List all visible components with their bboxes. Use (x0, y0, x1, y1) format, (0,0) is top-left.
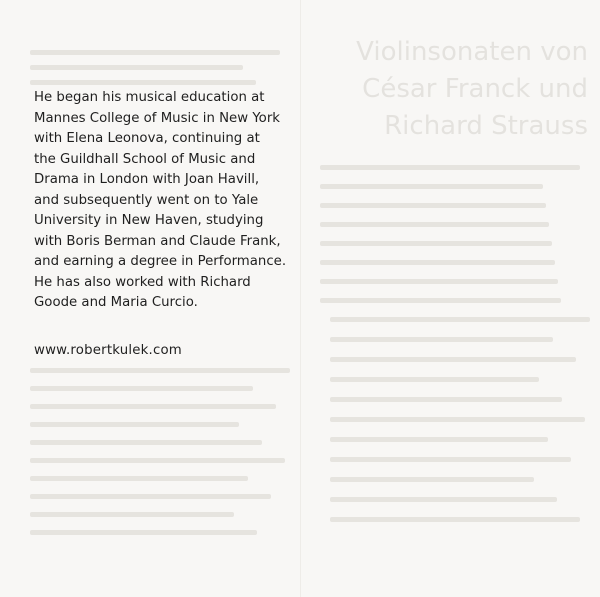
show-through-title-line: Violinsonaten von (356, 37, 588, 67)
show-through-line (330, 477, 534, 482)
biography-line: Goode and Maria Curcio. (34, 295, 198, 310)
show-through-line (30, 494, 271, 499)
biography-line: with Elena Leonova, continuing at (34, 131, 260, 146)
show-through-line (320, 222, 549, 227)
show-through-line (320, 203, 546, 208)
show-through-line (320, 184, 543, 189)
show-through-line (30, 458, 285, 463)
biography-line: and earning a degree in Performance. (34, 254, 287, 269)
biography-line: He began his musical education at (34, 90, 265, 105)
show-through-line (330, 457, 571, 462)
show-through-line (30, 386, 253, 391)
show-through-line (320, 298, 561, 303)
show-through-line (30, 65, 243, 70)
show-through-title-line: Richard Strauss (384, 111, 588, 141)
website-link[interactable]: www.robertkulek.com (34, 343, 182, 358)
show-through-line (30, 80, 256, 85)
biography-line: He has also worked with Richard (34, 274, 251, 290)
show-through-line (30, 530, 257, 535)
show-through-line (30, 50, 280, 55)
show-through-line (320, 260, 555, 265)
show-through-line (320, 165, 580, 170)
biography-text (34, 88, 296, 314)
show-through-line (30, 512, 234, 517)
page-fold (300, 0, 301, 597)
show-through-line (30, 476, 248, 481)
biography-line: Mannes College of Music in New York (34, 110, 280, 126)
show-through-line (30, 422, 239, 427)
show-through-line (330, 437, 548, 442)
show-through-line (330, 517, 580, 522)
show-through-line (30, 368, 290, 373)
show-through-line (330, 417, 585, 422)
biography-line: the Guildhall School of Music and (34, 151, 256, 167)
show-through-line (330, 497, 557, 502)
show-through-title-line: César Franck und (362, 74, 588, 104)
show-through-line (330, 317, 590, 322)
show-through-line (320, 241, 552, 246)
show-through-line (330, 397, 562, 402)
show-through-line (330, 337, 553, 342)
show-through-line (320, 279, 558, 284)
biography-line: with Boris Berman and Claude Frank, (34, 233, 281, 249)
biography-line: Drama in London with Joan Havill, (34, 172, 260, 187)
biography-line: University in New Haven, studying (34, 213, 264, 228)
show-through-line (30, 404, 276, 409)
show-through-line (330, 377, 539, 382)
biography-line: and subsequently went on to Yale (34, 192, 259, 208)
show-through-line (330, 357, 576, 362)
show-through-title (318, 34, 588, 145)
show-through-line (30, 440, 262, 445)
